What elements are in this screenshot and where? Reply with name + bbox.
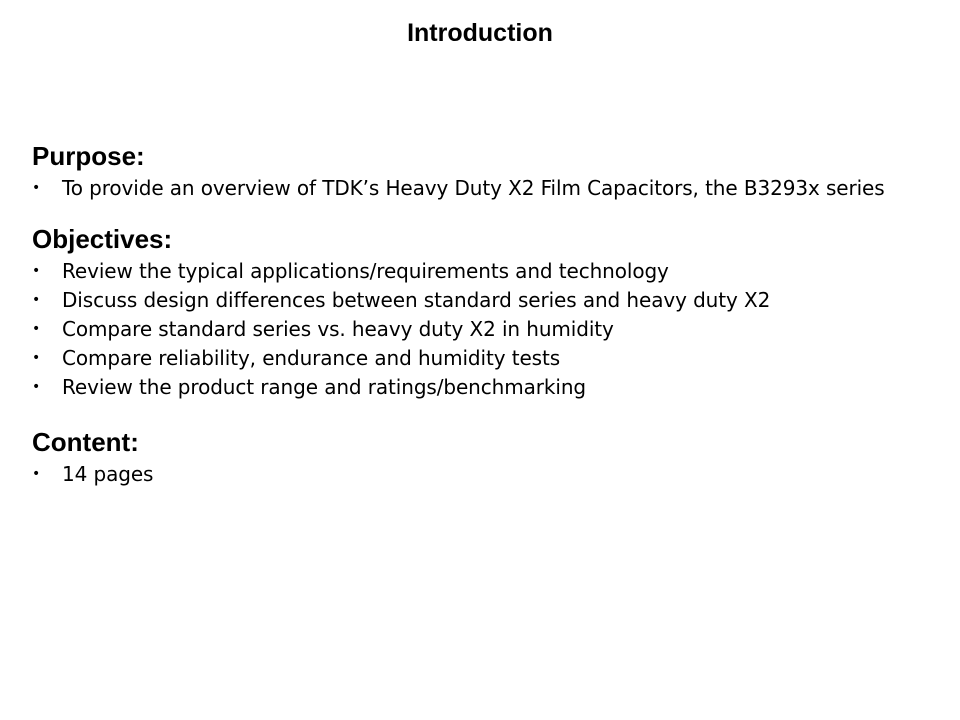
bullet-text: Review the product range and ratings/benchmarking (62, 375, 586, 399)
section-heading: Content: (32, 427, 139, 457)
bullet-item (32, 460, 947, 489)
bullet-list (32, 257, 947, 402)
purpose-section (32, 138, 947, 203)
bullet-icon: • (32, 180, 41, 196)
section-heading: Objectives: (32, 224, 173, 254)
bullet-item (32, 257, 947, 286)
bullet-icon: • (32, 321, 41, 337)
bullet-item (32, 344, 947, 373)
bullet-icon: • (32, 350, 41, 366)
bullet-text: 14 pages (62, 462, 154, 486)
bullet-item (32, 174, 947, 203)
bullet-text: To provide an overview of TDK’s Heavy Duty X2 Film Capacitors, the B3293x series (62, 176, 885, 200)
bullet-item (32, 315, 947, 344)
bullet-icon: • (32, 263, 41, 279)
bullet-list (32, 460, 947, 489)
bullet-item (32, 286, 947, 315)
bullet-item (32, 373, 947, 402)
slide-body (32, 138, 947, 489)
bullet-icon: • (32, 292, 41, 308)
bullet-text: Discuss design differences between standard series and heavy duty X2 (62, 288, 771, 312)
bullet-text: Review the typical applications/requirements and technology (62, 259, 669, 283)
bullet-list (32, 174, 947, 203)
bullet-icon: • (32, 466, 41, 482)
section-heading: Purpose: (32, 141, 145, 171)
bullet-text: Compare reliability, endurance and humidity tests (62, 346, 561, 370)
objectives-section (32, 221, 947, 402)
slide-title: Introduction (407, 19, 553, 47)
bullet-text: Compare standard series vs. heavy duty X2 in humidity (62, 317, 614, 341)
content-section (32, 424, 947, 489)
bullet-icon: • (32, 379, 41, 395)
